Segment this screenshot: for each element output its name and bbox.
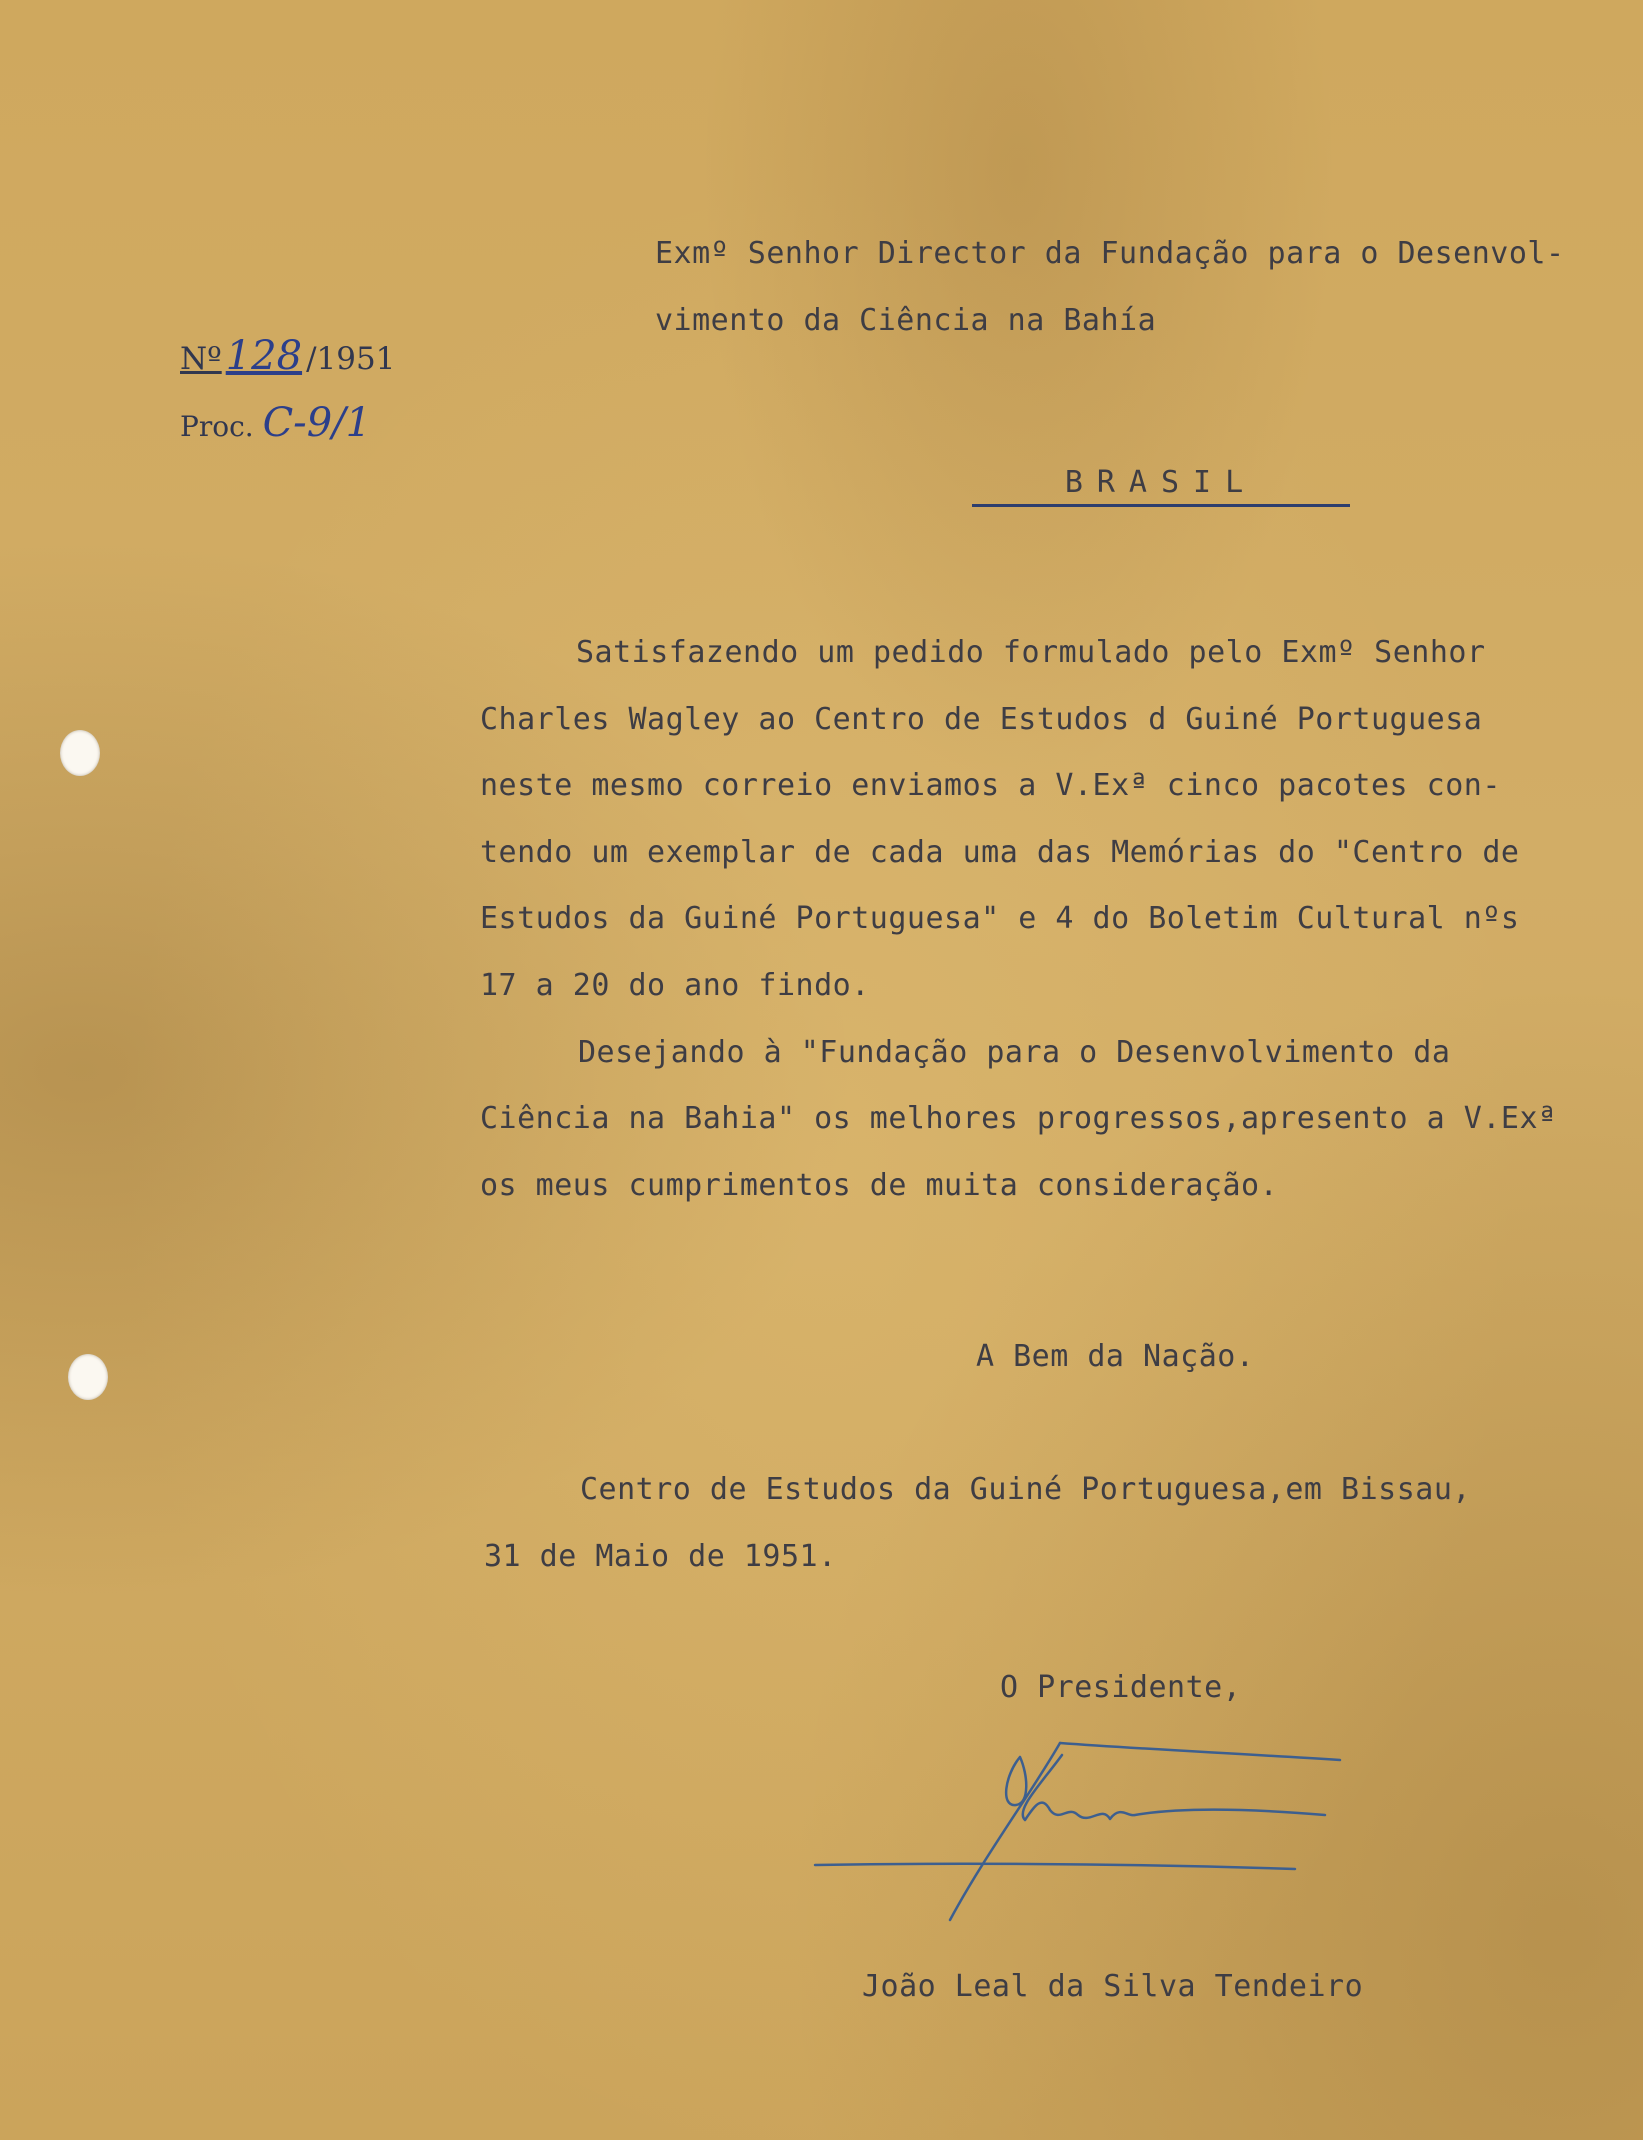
closing-salutation: A Bem da Nação. — [976, 1339, 1255, 1374]
reference-number-prefix: Nº — [180, 341, 222, 377]
addressee-line-2: vimento da Ciência na Bahía — [655, 303, 1157, 338]
reference-proc — [180, 400, 371, 446]
body-line: Estudos da Guiné Portuguesa" e 4 do Boletim Cultural nºs — [480, 901, 1520, 936]
signatory-name: João Leal da Silva Tendeiro — [862, 1969, 1364, 2004]
reference-proc-label: Proc. — [180, 410, 254, 443]
body-line: tendo um exemplar de cada uma das Memórias do "Centro de — [480, 835, 1520, 870]
body-line: Desejando à "Fundação para o Desenvolvimento da — [578, 1035, 1451, 1070]
handwritten-signature — [810, 1735, 1350, 1925]
country-heading: BRASIL — [972, 465, 1350, 507]
signature-main — [950, 1743, 1325, 1920]
punch-hole-bottom — [68, 1354, 108, 1400]
signatory-title: O Presidente, — [1000, 1670, 1242, 1705]
reference-number — [180, 333, 395, 379]
signature-underline — [815, 1864, 1295, 1869]
reference-number-handwritten: 128 — [225, 333, 303, 379]
date-line: 31 de Maio de 1951. — [484, 1539, 837, 1574]
body-line: Satisfazendo um pedido formulado pelo Exmº Senhor — [576, 635, 1486, 670]
signature-loop — [1006, 1757, 1026, 1805]
body-line: 17 a 20 do ano findo. — [480, 968, 870, 1003]
punch-hole-top — [60, 730, 100, 776]
signature-top-stroke — [1060, 1743, 1340, 1760]
place-line: Centro de Estudos da Guiné Portuguesa,em Bissau, — [580, 1472, 1471, 1507]
body-line: neste mesmo correio enviamos a V.Exª cinco pacotes con- — [480, 768, 1501, 803]
body-line: Ciência na Bahia" os melhores progressos,apresento a V.Exª — [480, 1101, 1557, 1136]
body-line: os meus cumprimentos de muita consideração. — [480, 1168, 1279, 1203]
addressee-line-1: Exmº Senhor Director da Fundação para o Desenvol- — [655, 236, 1565, 271]
body-line: Charles Wagley ao Centro de Estudos d Guiné Portuguesa — [480, 702, 1483, 737]
reference-proc-handwritten: C-9/1 — [262, 400, 372, 446]
reference-number-year: /1951 — [306, 341, 396, 377]
